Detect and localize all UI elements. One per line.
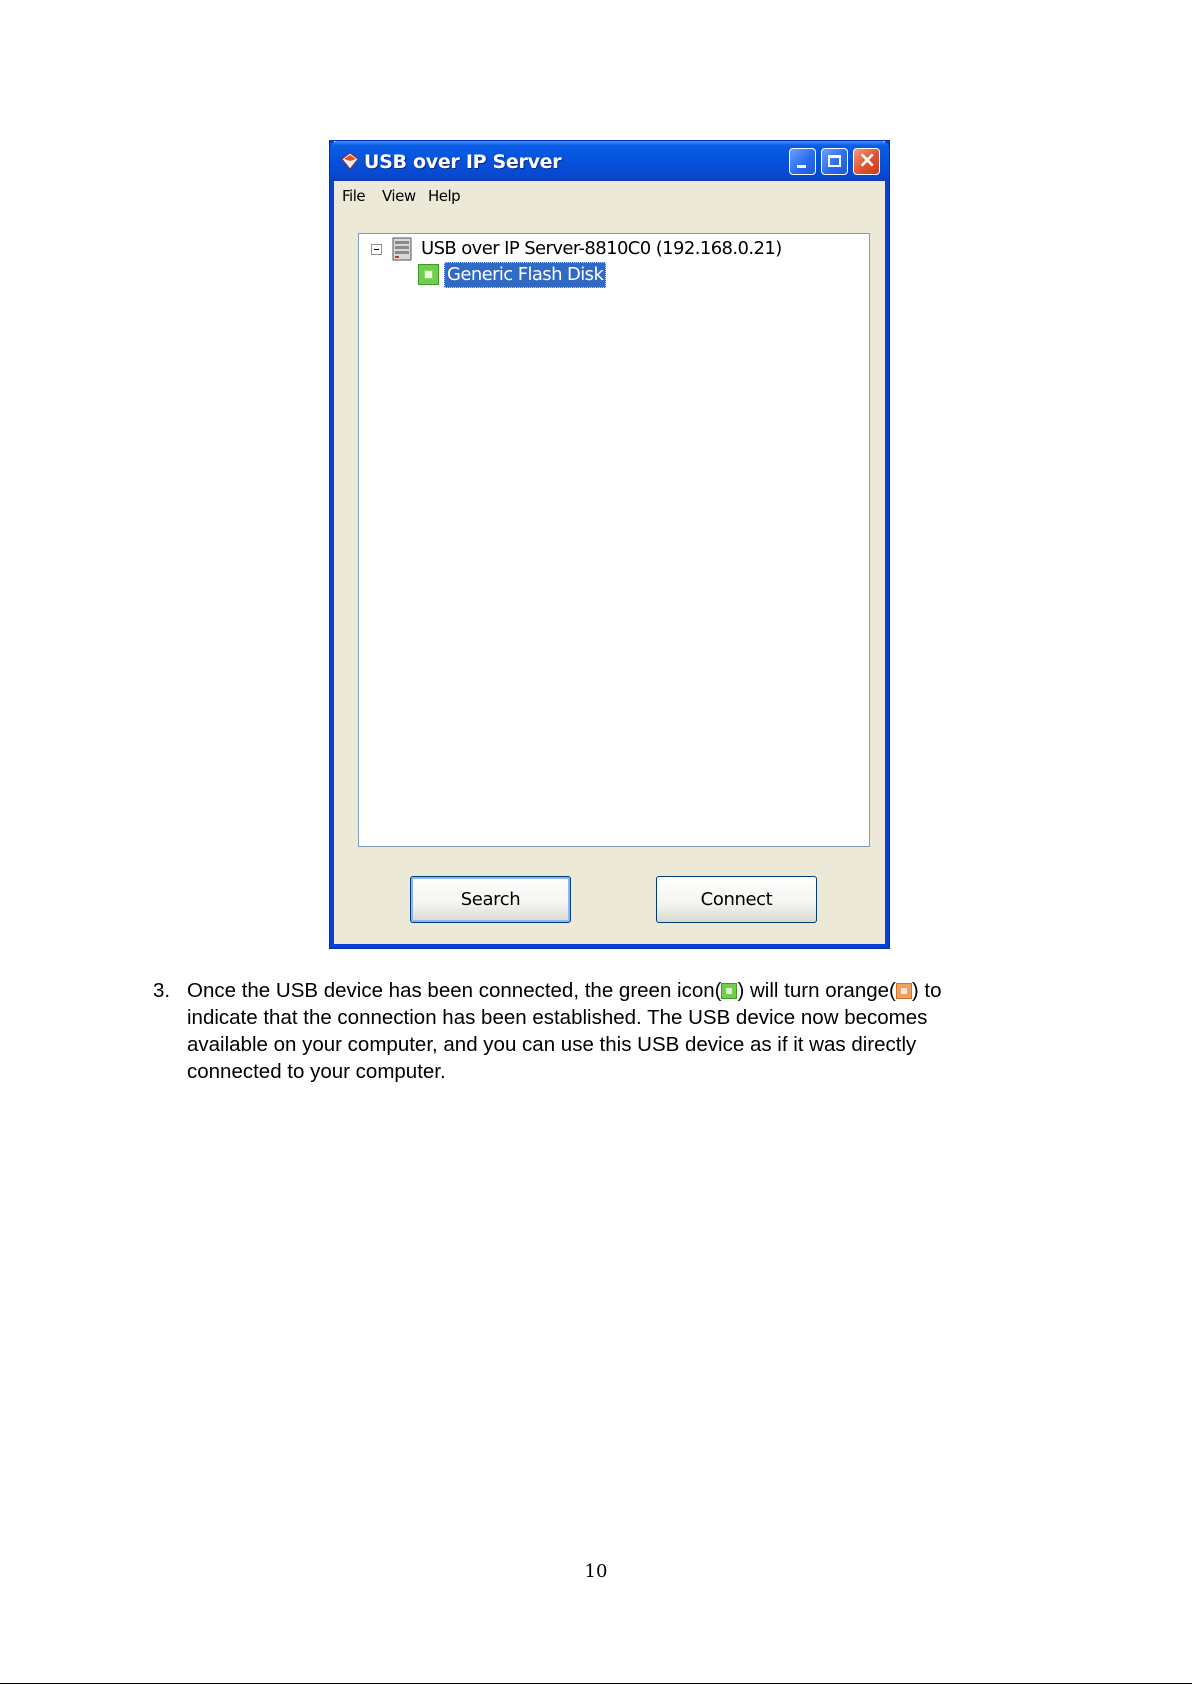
menu-file[interactable]: File (342, 187, 366, 205)
close-button[interactable] (853, 148, 880, 175)
window-title: USB over IP Server (364, 151, 562, 173)
text-segment: Once the USB device has been connected, the green icon( (187, 979, 722, 1002)
maximize-button[interactable] (821, 148, 848, 175)
step-text (187, 977, 1047, 1085)
app-icon (340, 151, 360, 171)
minimize-icon (797, 165, 806, 168)
minimize-button[interactable] (789, 148, 816, 175)
device-status-icon (418, 264, 439, 285)
menu-help[interactable]: Help (428, 187, 461, 205)
title-bar[interactable] (330, 141, 889, 181)
connect-button[interactable]: Connect (656, 876, 817, 923)
device-node-label[interactable]: Generic Flash Disk (444, 262, 606, 288)
text-line-3: available on your computer, and you can use this USB device as if it was directly (187, 1033, 917, 1056)
close-icon: × (858, 148, 877, 173)
footer-rule (0, 1683, 1192, 1684)
text-line-2: indicate that the connection has been established. The USB device now becomes (187, 1006, 928, 1029)
usb-over-ip-server-window (330, 141, 889, 948)
search-button[interactable]: Search (410, 876, 571, 923)
text-line-4: connected to your computer. (187, 1060, 446, 1083)
text-segment: ) will turn orange( (737, 979, 896, 1002)
text-segment: ) to (911, 979, 942, 1002)
device-tree[interactable] (358, 233, 870, 847)
collapse-toggle-icon[interactable] (371, 244, 382, 255)
page-number: 10 (584, 1561, 608, 1582)
text-line-1 (187, 977, 1047, 1004)
menu-view[interactable]: View (382, 187, 416, 205)
maximize-icon (828, 155, 841, 167)
step-number: 3. (153, 979, 171, 1002)
server-node-label[interactable]: USB over IP Server-8810C0 (192.168.0.21) (421, 238, 782, 259)
menu-bar (334, 181, 885, 209)
orange-status-icon (896, 983, 912, 999)
green-status-icon (721, 983, 737, 999)
server-icon (391, 237, 413, 261)
